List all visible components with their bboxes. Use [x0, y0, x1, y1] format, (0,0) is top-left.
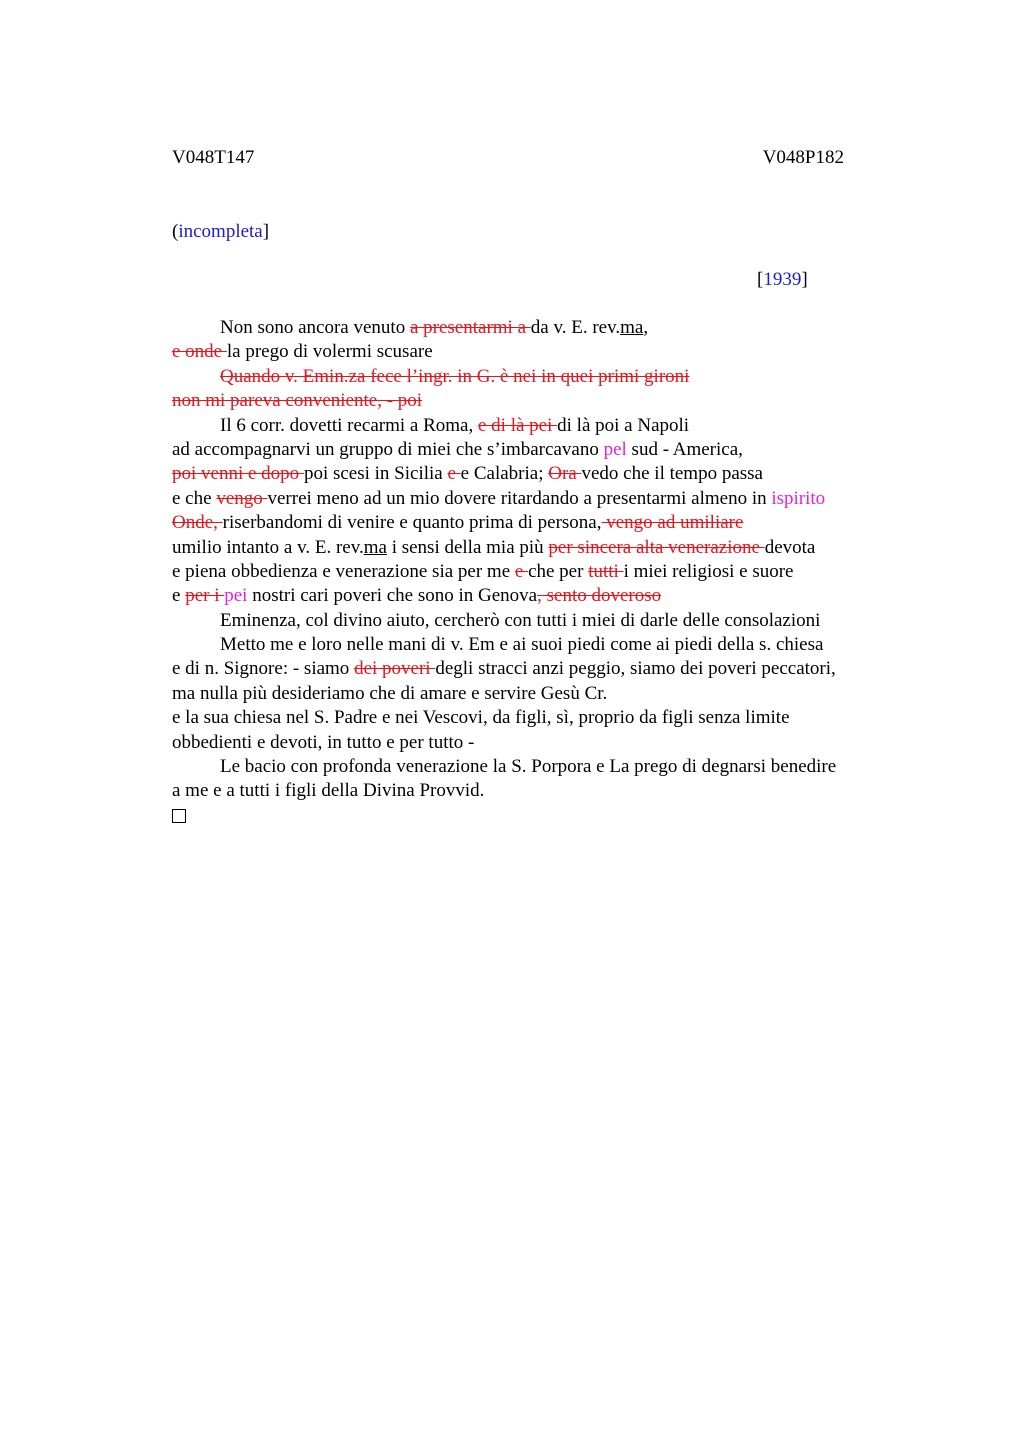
letter-date	[757, 268, 808, 292]
text-segment: ,	[643, 317, 649, 338]
end-of-text-box-icon	[172, 809, 186, 823]
body-line-2	[172, 340, 912, 364]
text-segment: e piena obbedienza e venerazione sia per me	[172, 560, 515, 582]
body-line-1	[172, 316, 912, 340]
text-segment: Metto me e loro nelle mani di v. Em e ai suoi piedi come ai piedi della s. chiesa	[220, 634, 824, 656]
text-segment: a me e a tutti i figli della Divina Provvid.	[172, 780, 485, 802]
body-line-20	[172, 779, 912, 803]
deleted-text: a presentarmi a	[409, 317, 531, 338]
body-line-9	[172, 511, 912, 535]
deleted-text: per sincera alta venerazione	[548, 536, 765, 558]
text-segment: umilio intanto a v. E. rev.	[172, 536, 364, 558]
body-line-5	[172, 414, 912, 438]
body-line-12	[172, 584, 912, 608]
text-segment: e Calabria;	[460, 463, 549, 485]
text-segment: da v. E. rev.	[530, 317, 621, 338]
deleted-text: vengo ad umiliare	[601, 512, 744, 534]
body-line-18	[172, 731, 912, 755]
body-line-11	[172, 560, 912, 584]
body-line-4	[172, 389, 912, 413]
text-segment: poi scesi in Sicilia	[303, 463, 448, 485]
text-segment: e	[172, 585, 186, 607]
inserted-text: pei	[224, 585, 248, 607]
text-segment: di là poi a Napoli	[557, 414, 690, 436]
text-segment: e la sua chiesa nel S. Padre e nei Vescovi, da figli, sì, proprio da figli senza limite	[172, 707, 790, 729]
text-segment: i miei religiosi e suore	[623, 560, 794, 582]
completeness-note	[172, 220, 269, 244]
deleted-text: e	[514, 560, 529, 582]
text-segment: Il 6 corr. dovetti recarmi a Roma,	[220, 414, 478, 436]
body-line-15	[172, 657, 912, 681]
text-segment: obbedienti e devoti, in tutto e per tutto -	[172, 731, 475, 753]
text-segment: Non sono ancora venuto	[220, 317, 410, 338]
date-year: 1939	[763, 269, 802, 290]
text-segment: vedo che il tempo passa	[581, 463, 763, 485]
deleted-text: vengo	[216, 487, 268, 509]
text-segment: verrei meno ad un mio dovere ritardando a presentarmi almeno in	[267, 487, 772, 509]
body-line-7	[172, 462, 912, 486]
body-line-10	[172, 536, 912, 560]
deleted-text: e di là pei	[478, 414, 558, 436]
inserted-text: ispirito	[771, 487, 826, 509]
status-open-bracket: (	[172, 221, 179, 242]
body-line-17	[172, 706, 912, 730]
text-segment: e che	[172, 487, 217, 509]
deleted-text: Quando v. Emin.za fece l’ingr. in G. è nei in quei primi gironi	[220, 365, 690, 387]
text-segment: degli stracci anzi peggio, siamo dei poveri peccatori,	[435, 658, 836, 680]
underlined-text: ma	[363, 536, 387, 558]
text-segment: Eminenza, col divino aiuto, cercherò con tutti i miei di darle delle consolazioni	[220, 609, 821, 631]
deleted-text: non mi pareva conveniente, - poi	[172, 390, 423, 412]
deleted-text: e onde	[172, 341, 227, 363]
text-segment: che per	[528, 560, 589, 582]
underlined-text: ma	[620, 317, 644, 338]
body-line-8	[172, 487, 912, 511]
text-segment: ma nulla più desideriamo che di amare e servire Gesù Cr.	[172, 682, 608, 704]
end-marker-line	[172, 804, 912, 828]
body-line-16	[172, 682, 912, 706]
body-line-19	[172, 755, 912, 779]
text-segment: ad accompagnarvi un gruppo di miei che s’imbarcavano	[172, 438, 604, 460]
archive-header	[172, 146, 844, 170]
body-line-3	[172, 365, 912, 389]
status-close-bracket: ]	[262, 221, 270, 242]
deleted-text: e	[447, 463, 461, 485]
text-segment: Le bacio con profonda venerazione la S. Porpora e La prego di degnarsi benedire	[220, 756, 837, 778]
deleted-text: poi venni e dopo	[172, 463, 304, 485]
deleted-text: Onde,	[172, 512, 223, 534]
left-archive-code: V048T147	[172, 147, 255, 168]
deleted-text: tutti	[588, 560, 624, 582]
deleted-text: dei poveri	[354, 658, 436, 680]
text-segment: e di n. Signore: - siamo	[172, 658, 355, 680]
letter-body	[172, 316, 912, 828]
deleted-text: Ora	[548, 463, 582, 485]
inserted-text: pel	[603, 438, 627, 460]
text-segment: la prego di volermi scusare	[226, 341, 433, 363]
date-open-bracket: [	[757, 269, 764, 290]
right-archive-code: V048P182	[762, 147, 844, 168]
deleted-text: , sento doveroso	[537, 585, 662, 607]
letter-page	[172, 0, 912, 1450]
status-label: incompleta	[178, 221, 263, 242]
body-line-13	[172, 609, 912, 633]
body-line-6	[172, 438, 912, 462]
text-segment: riserbandomi di venire e quanto prima di persona,	[222, 512, 602, 534]
deleted-text: per i	[185, 585, 225, 607]
body-line-14	[172, 633, 912, 657]
date-close-bracket: ]	[801, 269, 808, 290]
text-segment: sud - America,	[626, 438, 743, 460]
text-segment: i sensi della mia più	[386, 536, 549, 558]
text-segment: devota	[764, 536, 816, 558]
text-segment: nostri cari poveri che sono in Genova	[247, 585, 538, 607]
